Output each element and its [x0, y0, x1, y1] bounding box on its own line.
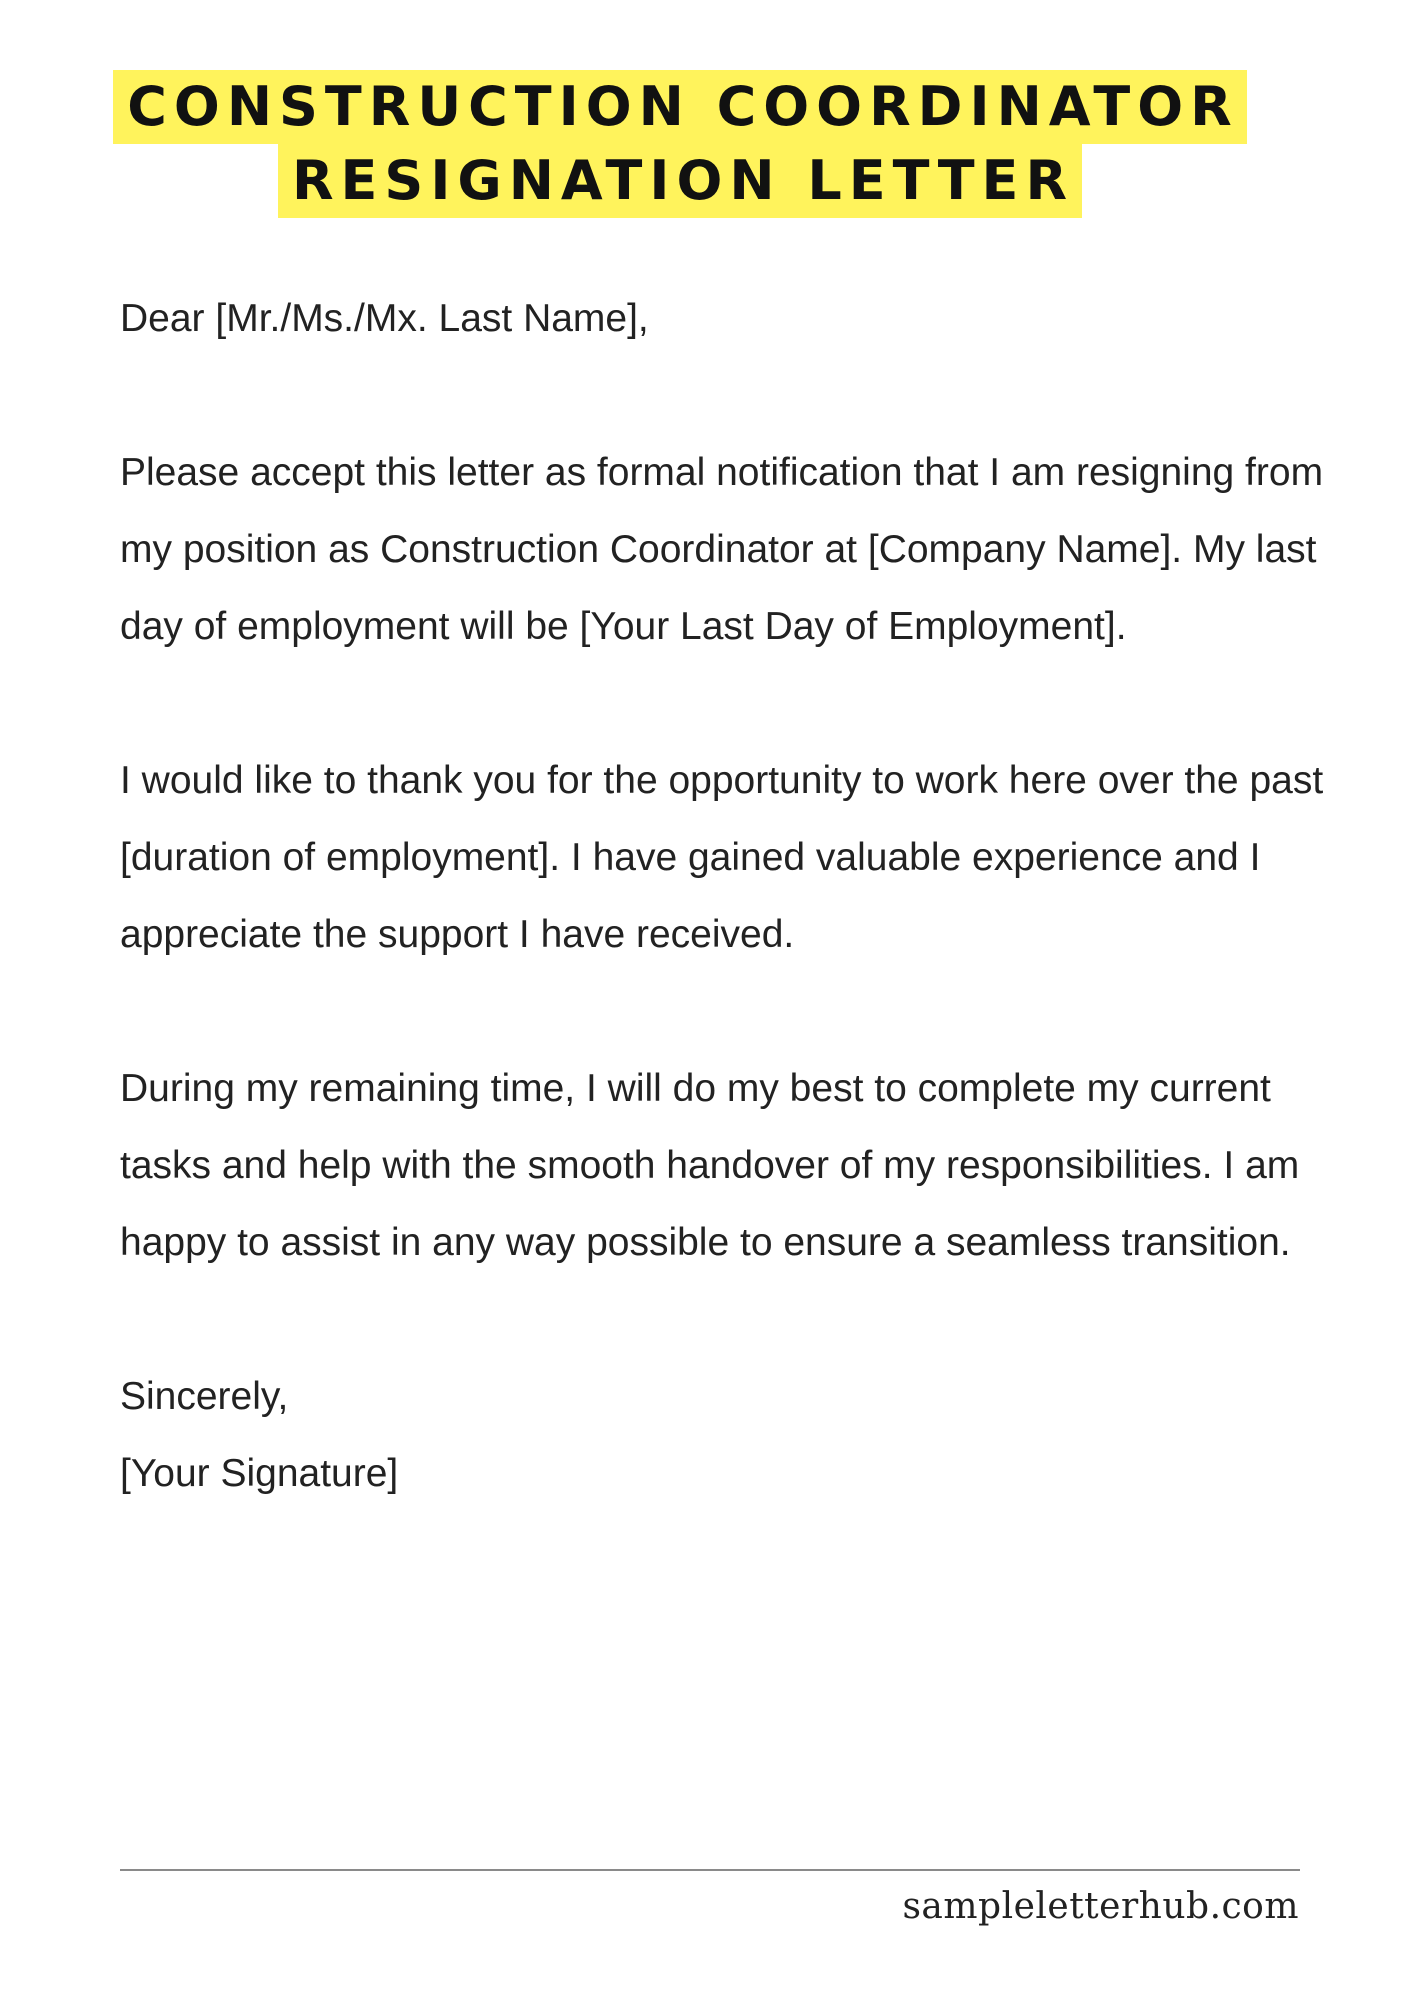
signature-placeholder: [Your Signature] [120, 1452, 399, 1495]
footer-divider [120, 1869, 1300, 1871]
footer-site-name: sampleletterhub.com [902, 1886, 1299, 1927]
closing-block [120, 1358, 1360, 1512]
letter-body [120, 280, 1360, 1512]
paragraph-thanks: I would like to thank you for the opportunity to work here over the past [duration of employment]. I have gained valuable experience and I appreciate the support I have received. [120, 759, 1324, 956]
document-title [0, 70, 1360, 218]
closing-phrase: Sincerely, [120, 1375, 289, 1418]
salutation: Dear [Mr./Ms./Mx. Last Name], [120, 297, 649, 340]
paragraph-notification: Please accept this letter as formal notification that I am resigning from my position as Construction Coordinator at [Company Name]. My last day of employment will be [Your Last Day of Employment]. [120, 451, 1324, 648]
paragraph-transition: During my remaining time, I will do my best to complete my current tasks and help with the smooth handover of my responsibilities. I am happy to assist in any way possible to ensure a seamless transition. [120, 1067, 1300, 1264]
title-line-1: CONSTRUCTION COORDINATOR [113, 70, 1246, 144]
title-line-2: RESIGNATION LETTER [278, 144, 1082, 218]
